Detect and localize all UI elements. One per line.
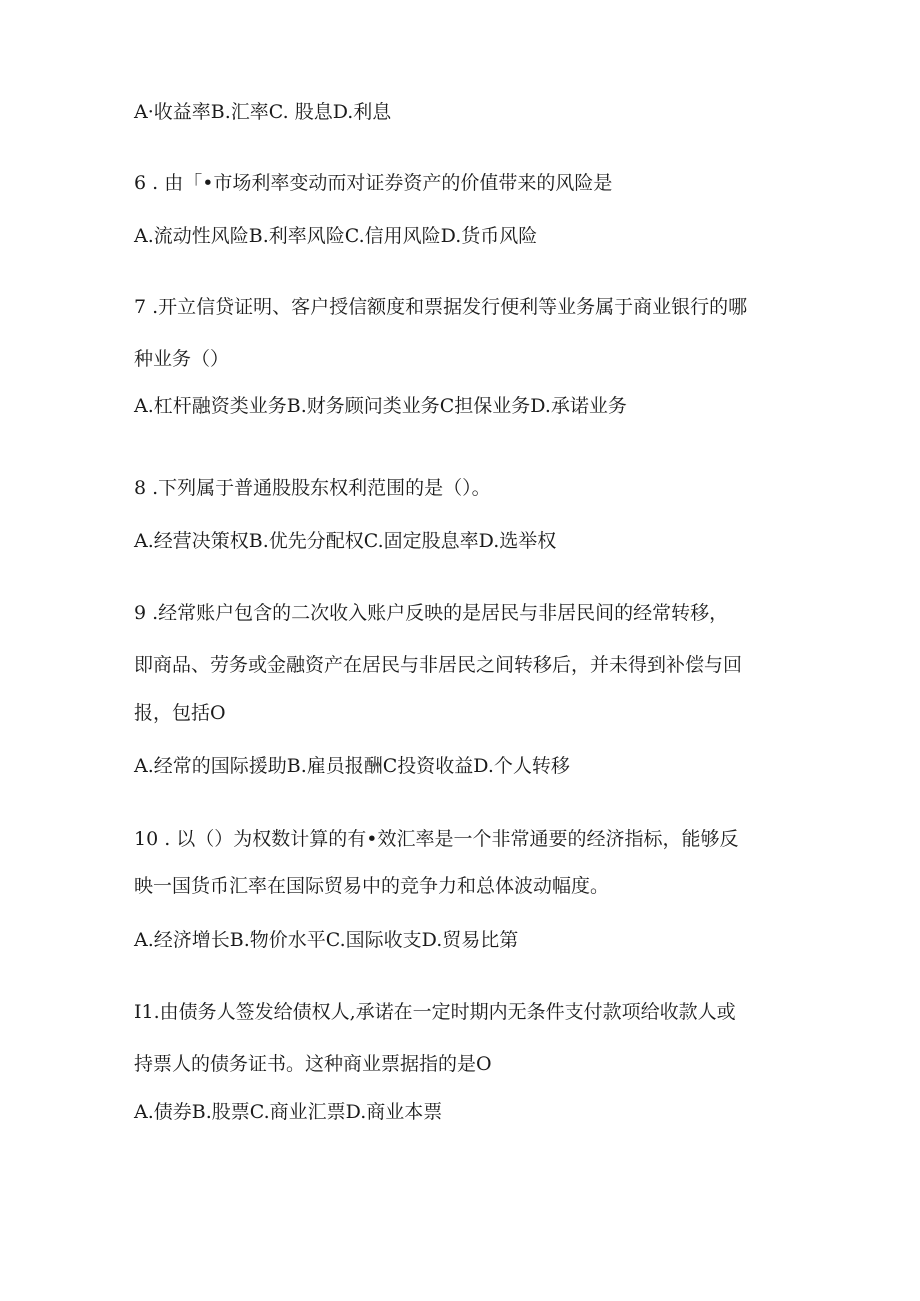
question-6: 6 . 由「•市场利率变动而对证券资产的价值带来的风险是	[134, 172, 613, 194]
answer-options-q7: A.杠杆融资类业务B.财务顾问类业务C担保业务D.承诺业务	[134, 395, 627, 417]
answer-options-q9: A.经常的国际援助B.雇员报酬C投资收益D.个人转移	[134, 755, 570, 777]
question-7-line-1: 7 .开立信贷证明、客户授信额度和票据发行便利等业务属于商业银行的哪	[134, 296, 748, 318]
answer-options-q10: A.经济增长B.物价水平C.国际收支D.贸易比第	[134, 929, 519, 951]
question-9-line-1: 9 .经常账户包含的二次收入账户反映的是居民与非居民间的经常转移，	[134, 602, 729, 624]
answer-options-q8: A.经营决策权B.优先分配权C.固定股息率D.选举权	[134, 530, 557, 552]
answer-options-q11: A.债券B.股票C.商业汇票D.商业本票	[134, 1101, 443, 1123]
answer-options-q5: A·收益率B.汇率C. 股息D.利息	[134, 101, 392, 123]
question-11-line-1: I1.由债务人签发给债权人,承诺在一定时期内无条件支付款项给收款人或	[134, 1001, 736, 1023]
answer-options-q6: A.流动性风险B.利率风险C.信用风险D.货币风险	[134, 225, 538, 247]
question-10-line-2: 映一国货币汇率在国际贸易中的竞争力和总体波动幅度。	[134, 875, 610, 897]
question-11-line-2: 持票人的债务证书。这种商业票据指的是O	[134, 1053, 492, 1075]
question-10-line-1: 10 . 以（）为权数计算的有•效汇率是一个非常通要的经济指标，能够反	[134, 828, 739, 850]
question-8: 8 .下列属于普通股股东权利范围的是（）。	[134, 477, 491, 499]
question-9-line-3: 报，包括O	[134, 702, 226, 724]
question-9-line-2: 即商品、劳务或金融资产在居民与非居民之间转移后，并未得到补偿与回	[134, 654, 743, 676]
question-7-line-2: 种业务（）	[134, 348, 230, 370]
